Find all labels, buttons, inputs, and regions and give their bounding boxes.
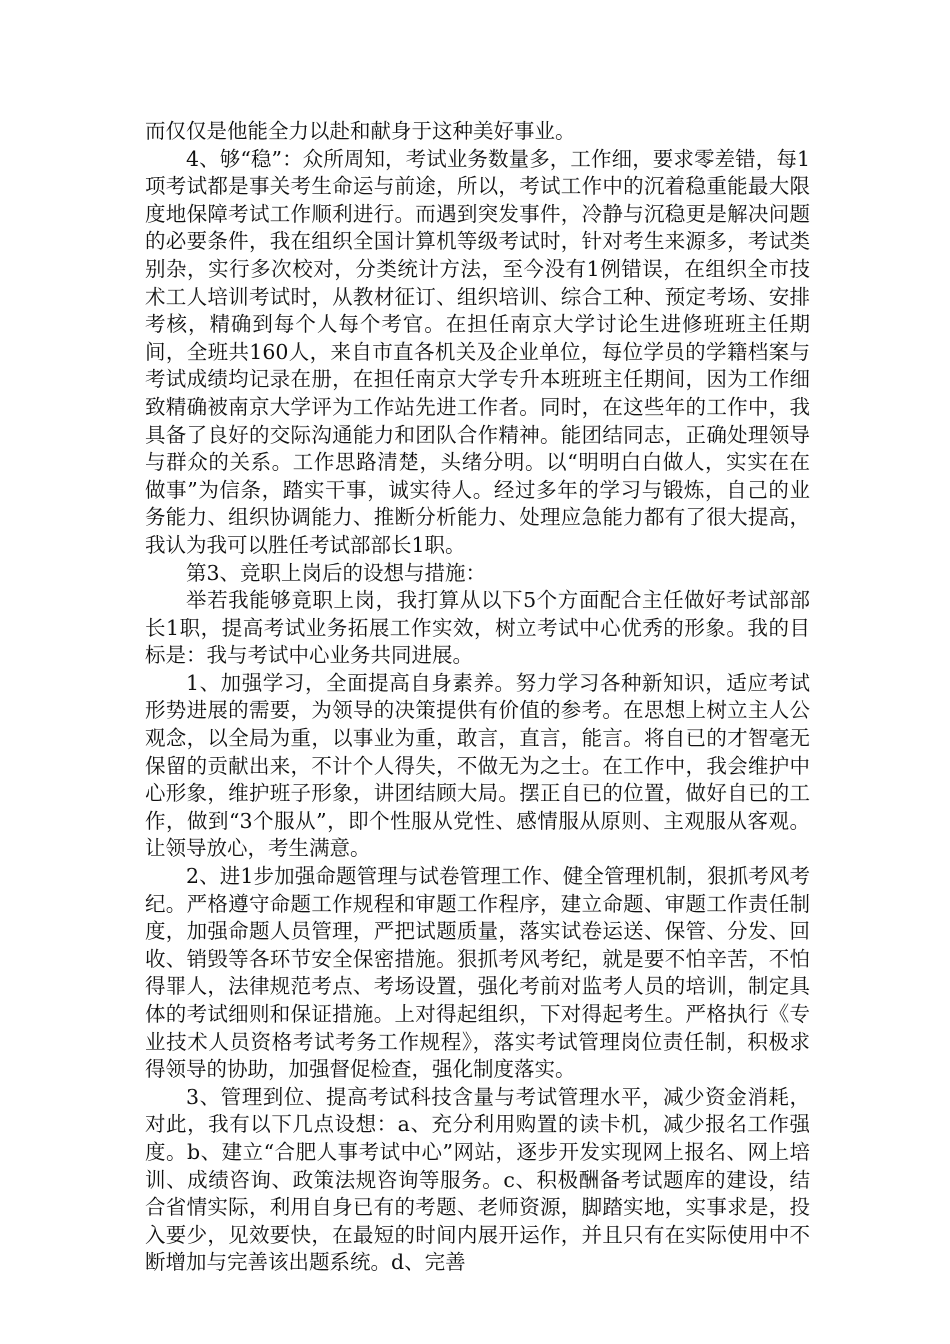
paragraph-continuation: 而仅仅是他能全力以赴和献身于这种美好事业。 (145, 119, 576, 143)
paragraph-measure-1: 1、加强学习，全面提高自身素养。努力学习各种新知识，适应考试形势进展的需要，为领导的决策提供有价值的参考。在思想上树立主人公观念，以全局为重，以事业为重，敢言，直言，能言。将自已的才智毫无保留的贡献出来，不计个人得失，不做无为之士。在工作中，我会维护中心形象，维护班子形象，讲团结顾大局。摆正自已的位置，做好自已的工作，做到“3个服从”，即个性服从党性、感情服从原则、主观服从客观。让领导放心，考生满意。 (145, 670, 810, 861)
paragraph-measure-2: 2、进1步加强命题管理与试卷管理工作、健全管理机制，狠抓考风考纪。严格遵守命题工作规程和审题工作程序，建立命题、审题工作责任制度，加强命题人员管理，严把试题质量，落实试卷运送、保管、分发、回收、销毁等各环节安全保密措施。狠抓考风考纪，就是要不怕辛苦，不怕得罪人，法律规范考点、考场设置，强化考前对监考人员的培训，制定具体的考试细则和保证措施。上对得起组织，下对得起考生。严格执行《专业技术人员资格考试考务工作规程》，落实考试管理岗位责任制，积极求得领导的协助，加强督促检查，强化制度落实。 (145, 864, 810, 1082)
paragraph-intro: 举若我能够竟职上岗，我打算从以下5个方面配合主任做好考试部部长1职，提高考试业务拓展工作实效，树立考试中心优秀的形象。我的目标是：我与考试中心业务共同进展。 (145, 588, 810, 668)
paragraph-measure-3: 3、管理到位、提高考试科技含量与考试管理水平，减少资金消耗，对此，我有以下几点设想：a、充分利用购置的读卡机，减少报名工作强度。b、建立“合肥人事考试中心”网站，逐步开发实现网上报名、网上培训、成绩咨询、政策法规咨询等服务。c、积极酬备考试题库的建设，结合省情实际，利用自身已有的考题、老师资源，脚踏实地，实事求是，投入要少，见效要快，在最短的时间内展开运作，并且只有在实际使用中不断增加与完善该出题系统。d、完善 (145, 1084, 810, 1275)
document-page (145, 118, 810, 1277)
section-heading-3: 第3、竞职上岗后的设想与措施： (186, 560, 487, 585)
paragraph-point-4: 4、够“稳”：众所周知，考试业务数量多，工作细，要求零差错，每1项考试都是事关考生命运与前途，所以，考试工作中的沉着稳重能最大限度地保障考试工作顺利进行。而遇到突发事件，冷静与沉稳更是解决问题的必要条件，我在组织全国计算机等级考试时，针对考生来源多，考试类别杂，实行多次校对，分类统计方法，至今没有1例错误，在组织全市技术工人培训考试时，从教材征订、组织培训、综合工种、预定考场、安排考核，精确到每个人每个考官。在担任南京大学讨论生进修班班主任期间，全班共160人，来自市直各机关及企业单位，每位学员的学籍档案与考试成绩均记录在册，在担任南京大学专升本班班主任期间，因为工作细致精确被南京大学评为工作站先进工作者。同时，在这些年的工作中，我具备了良好的交际沟通能力和团队合作精神。能团结同志，正确处理领导与群众的关系。工作思路清楚，头绪分明。以“明明白白做人，实实在在做事”为信条，踏实干事，诚实待人。经过多年的学习与锻炼，自己的业务能力、组织协调能力、推断分析能力、处理应急能力都有了很大提高，我认为我可以胜任考试部部长1职。 (145, 146, 810, 557)
